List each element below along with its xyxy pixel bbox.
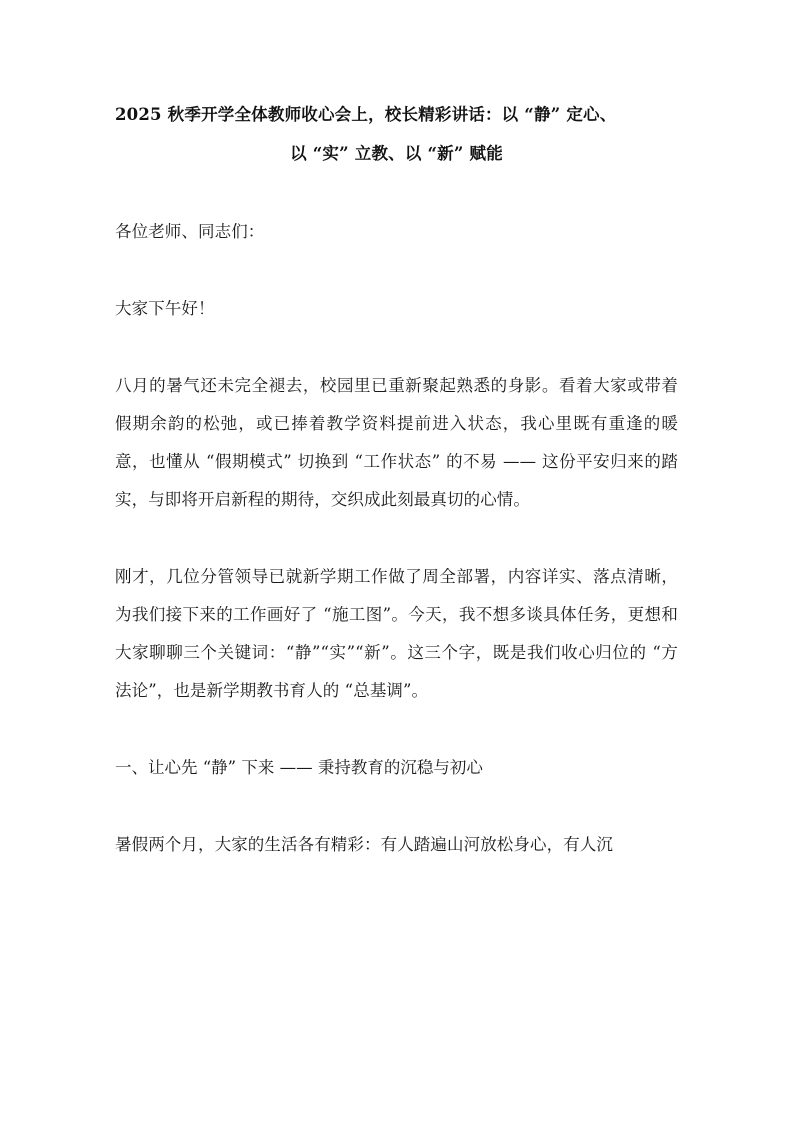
spacer-after-greeting: [115, 328, 678, 367]
spacer-after-section-heading: [115, 787, 678, 826]
spacer-after-paragraph-2: [115, 710, 678, 749]
paragraph-opening-remarks: 八月的暑气还未完全褪去，校园里已重新聚起熟悉的身影。看着大家或带着假期余韵的松弛，或已捧着教学资料提前进入状态，我心里既有重逢的暖意，也懂从 “假期模式” 切换到 “工作状态” 的不易 —— 这份平安归来的踏实，与即将开启新程的期待，交织成此刻最真切的心情。: [115, 376, 678, 509]
page-title-line-2: 以 “实” 立教、以 “新” 赋能: [290, 144, 503, 163]
paragraph-three-keywords: 刚才，几位分管领导已就新学期工作做了周全部署，内容详实、落点清晰，为我们接下来的工作画好了 “施工图”。今天，我不想多谈具体任务，更想和大家聊聊三个关键词：“静”“实”“新”。这三个字，既是我们收心归位的 “方法论”，也是新学期教书育人的 “总基调”。: [115, 567, 678, 700]
salutation: 各位老师、同志们：: [115, 222, 265, 241]
spacer-after-paragraph-1: [115, 519, 678, 558]
section-heading-jing: 一、让心先 “静” 下来 —— 秉持教育的沉稳与初心: [115, 758, 483, 777]
page-title: [115, 95, 678, 173]
greeting: 大家下午好！: [115, 299, 215, 318]
paragraph-summer-vacation: 暑假两个月，大家的生活各有精彩：有人踏遍山河放松身心，有人沉: [115, 835, 613, 854]
spacer-after-salutation: [115, 251, 678, 290]
document-content: [115, 95, 678, 864]
page-title-line-1: 2025 秋季开学全体教师收心会上，校长精彩讲话：以 “静” 定心、: [115, 105, 617, 124]
spacer-after-title: [115, 173, 678, 213]
